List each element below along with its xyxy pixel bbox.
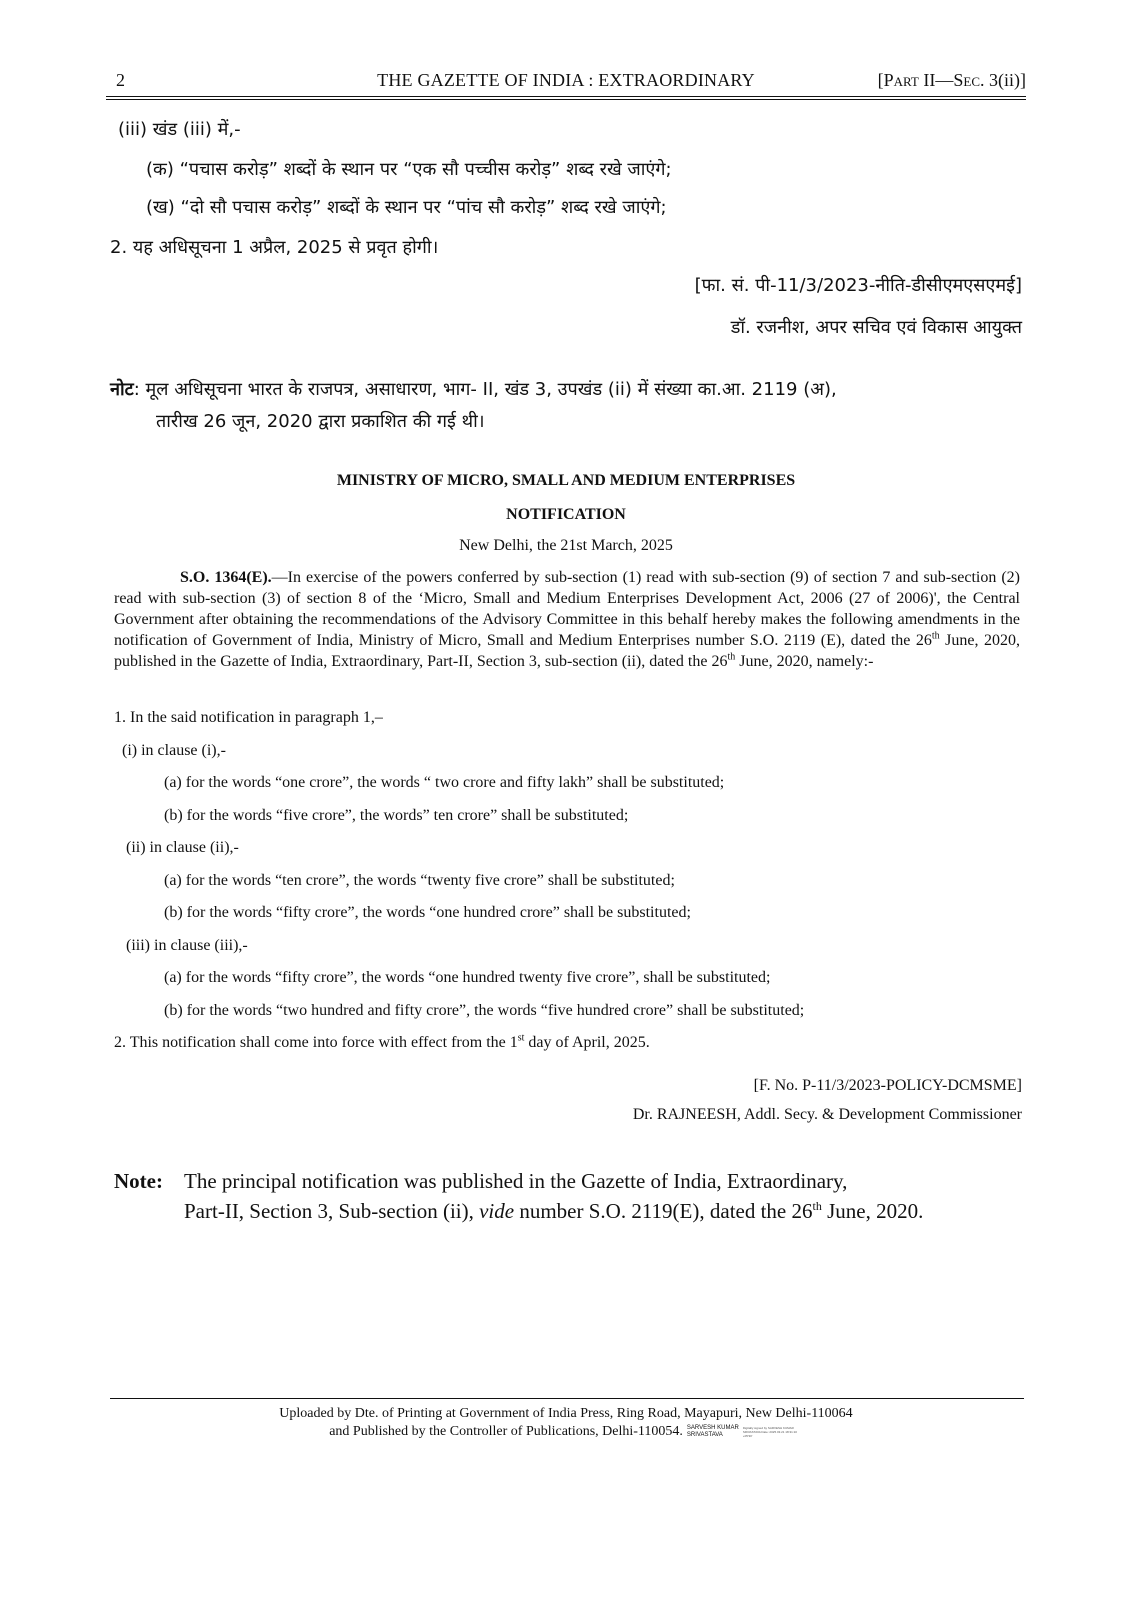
hindi-clause-iii: (iii) खंड (iii) में,- [118, 119, 241, 140]
place-date: New Delhi, the 21st March, 2025 [459, 537, 673, 554]
clause-iii-a: (a) for the words “fifty crore”, the words “one hundred twenty five crore”, shall be substituted; [164, 969, 771, 986]
clause-i: (i) in clause (i),- [122, 742, 226, 759]
page-header [106, 70, 1026, 102]
digital-signature-stamp: Digitally signed by SARVESH KUMAR SRIVASTAVA Date: 2025.03.21 18:31:10 +05'30' [742, 1425, 797, 1438]
hindi-note-label: नोट [110, 379, 134, 400]
english-note-label: Note: [114, 1169, 163, 1193]
clause-iii-b: (b) for the words “two hundred and fifty crore”, the words “five hundred crore” shall be substituted; [164, 1002, 805, 1019]
hindi-note-line-1: : मूल अधिसूचना भारत के राजपत्र, असाधारण, भाग- II, खंड 3, उपखंड (ii) में संख्या का.आ. 2119 (अ), [133, 379, 837, 400]
english-note-line-1: The principal notification was published in the Gazette of India, Extraordinary, [184, 1169, 848, 1193]
hindi-signatory: डॉ. रजनीश, अपर सचिव एवं विकास आयुक्त [730, 317, 1022, 338]
hindi-note [110, 378, 837, 402]
clause-ii-b: (b) for the words “fifty crore”, the words “one hundred crore” shall be substituted; [164, 904, 691, 921]
header-rule-bottom [106, 99, 1026, 100]
footer-line-1: Uploaded by Dte. of Printing at Government of India Press, Ring Road, Mayapuri, New Delhi-110064 [279, 1406, 853, 1421]
clause-i-b: (b) for the words “five crore”, the words” ten crore” shall be substituted; [164, 807, 629, 824]
english-note-line-2: Part-II, Section 3, Sub-section (ii), vide number S.O. 2119(E), dated the 26th June, 2020. [184, 1199, 924, 1223]
part-section-label: [Part II—Sec. 3(ii)] [877, 70, 1026, 90]
hindi-note-line-2: तारीख 26 जून, 2020 द्वारा प्रकाशित की गई थी। [156, 411, 485, 432]
ministry-heading: MINISTRY OF MICRO, SMALL AND MEDIUM ENTERPRISES [336, 472, 796, 489]
page-number: 2 [116, 70, 125, 90]
notification-body: S.O. 1364(E).—In exercise of the powers conferred by sub-section (1) read with sub-section (9) of section 7 and sub-section (2) read with sub-section (3) of section 8 of the ‘Micro, Small and Medium Enterprises Development Act, 2006 (27 of 2006)', the Central Government after obtaining the recommendations of the Advisory Committee in this behalf hereby makes the following amendments in the notification of Government of India, Ministry of Micro, Small and Medium Enterprises number S.O. 2119 (E), dated the 26th June, 2020, published in the Gazette of India, Extraordinary, Part-II, Section 3, sub-section (ii), dated the 26th June, 2020, namely:- [114, 569, 1020, 670]
gazette-title: THE GAZETTE OF INDIA : EXTRAORDINARY [377, 70, 755, 90]
hindi-file-number: [फा. सं. पी-11/3/2023-नीति-डीसीएमएसएमई] [694, 275, 1022, 296]
signatory: Dr. RAJNEESH, Addl. Secy. & Development Commissioner [632, 1106, 1022, 1123]
paragraph-1: 1. In the said notification in paragraph 1,– [114, 709, 383, 726]
clause-i-a: (a) for the words “one crore”, the words “ two crore and fifty lakh” shall be substituted; [164, 774, 725, 791]
hindi-clause-iii-b: (ख) “दो सौ पचास करोड़” शब्दों के स्थान पर “पांच सौ करोड़” शब्द रखे जाएंगे; [146, 197, 667, 218]
clause-iii: (iii) in clause (iii),- [126, 937, 248, 954]
header-rule-top [106, 96, 1026, 97]
digital-signer-name: SARVESH KUMAR SRIVASTAVA [686, 1424, 739, 1438]
clause-ii: (ii) in clause (ii),- [126, 839, 239, 856]
paragraph-2: 2. This notification shall come into force with effect from the 1st day of April, 2025. [114, 1032, 650, 1051]
clause-ii-a: (a) for the words “ten crore”, the words “twenty five crore” shall be substituted; [164, 872, 675, 889]
notification-heading: NOTIFICATION [506, 506, 626, 523]
footer-rule [110, 1398, 1024, 1399]
hindi-paragraph-2: 2. यह अधिसूचना 1 अप्रैल, 2025 से प्रवृत होगी। [110, 237, 439, 258]
footer-line-2: and Published by the Controller of Publications, Delhi-110054. SARVESH KUMAR SRIVASTAVADigitally signed by SARVESH KUMAR SRIVASTAVA Date: 2025.03.21 18:31:10 +05'30' [0, 1422, 1132, 1441]
so-number: S.O. 1364(E). [180, 569, 272, 586]
file-number: [F. No. P-11/3/2023-POLICY-DCMSME] [753, 1077, 1022, 1094]
hindi-clause-iii-a: (क) “पचास करोड़” शब्दों के स्थान पर “एक सौ पच्चीस करोड़” शब्द रखे जाएंगे; [146, 159, 672, 180]
